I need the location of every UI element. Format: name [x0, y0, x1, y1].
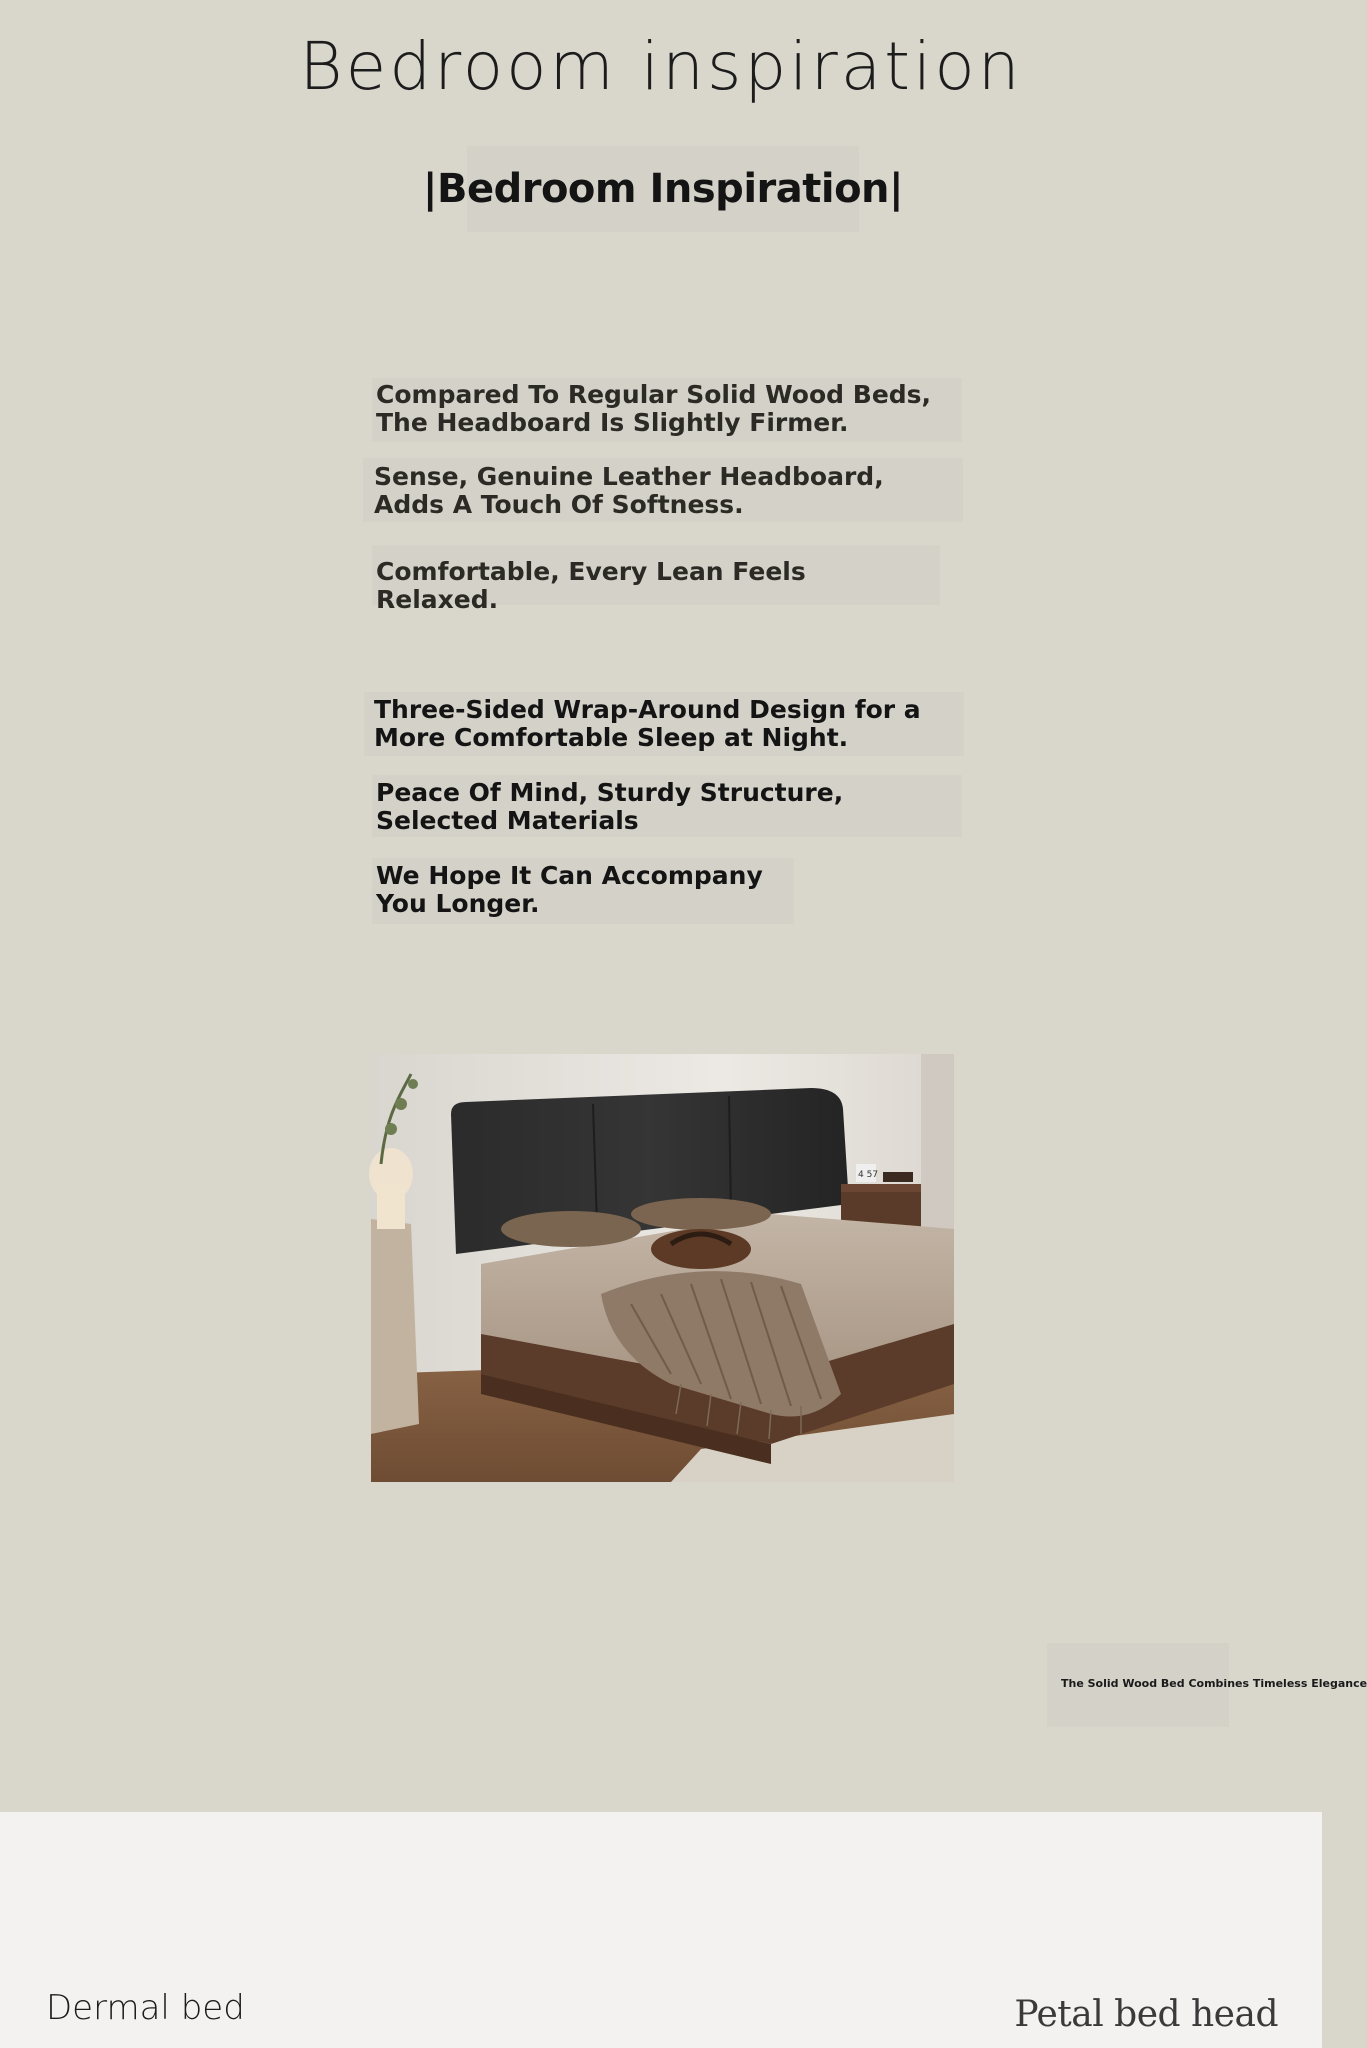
- feature-text-1: [372, 378, 962, 442]
- scrolling-caption-text: The Solid Wood Bed Combines Timeless Elegance: [1061, 1677, 1367, 1690]
- feature-text-6: [372, 858, 794, 924]
- section-heading-badge: [422, 146, 904, 232]
- feature-text-1-label: Compared To Regular Solid Wood Beds, The Headboard Is Slightly Firmer.: [376, 380, 932, 437]
- feature-text-5: [372, 775, 962, 837]
- section-heading: |Bedroom Inspiration|: [422, 166, 904, 212]
- feature-text-2-label: Sense, Genuine Leather Headboard, Adds A Touch Of Softness.: [374, 462, 884, 519]
- product-name-petal-bed-head[interactable]: Petal bed head: [1014, 1994, 1278, 2035]
- feature-text-5-label: Peace Of Mind, Sturdy Structure, Selected Materials: [376, 778, 844, 835]
- clock-digits: 4 57: [858, 1170, 879, 1180]
- feature-text-3: [372, 545, 940, 614]
- feature-text-4-label: Three-Sided Wrap-Around Design for a More Comfortable Sleep at Night.: [374, 695, 921, 752]
- product-name-dermal-bed[interactable]: Dermal bed: [46, 1988, 245, 2028]
- feature-text-4: [364, 692, 964, 756]
- feature-text-3-label: Comfortable, Every Lean Feels Relaxed.: [376, 557, 806, 614]
- bed-photo: [371, 1054, 954, 1482]
- feature-text-2: [363, 458, 963, 522]
- feature-text-6-label: We Hope It Can Accompany You Longer.: [376, 861, 763, 918]
- scrolling-caption: [1047, 1643, 1367, 1727]
- page-title: Bedroom inspiration: [299, 28, 1023, 105]
